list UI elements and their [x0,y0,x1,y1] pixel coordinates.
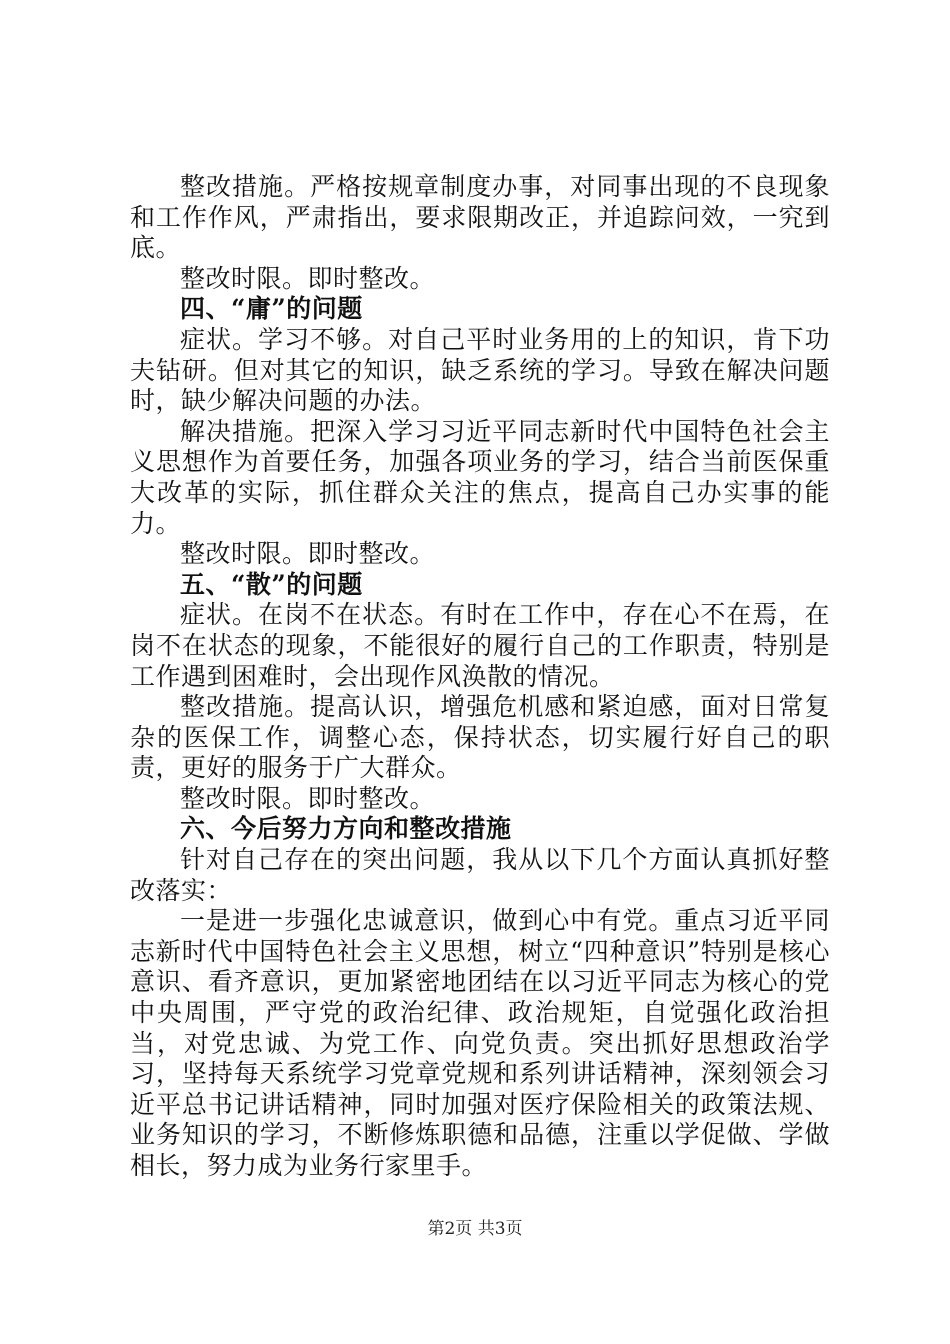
paragraph-rectification-deadline: 整改时限。即时整改。 [180,783,436,813]
paragraph-symptom: 症状。在岗不在状态。有时在工作中，存在心不在焉，在岗不在状态的现象，不能很好的履行自己的工作职责，特别是工作遇到困难时，会出现作风涣散的情况。 [130,600,830,691]
paragraph-rectification-deadline: 整改时限。即时整改。 [180,263,436,293]
paragraph-symptom: 症状。学习不够。对自己平时业务用的上的知识，肯下功夫钻研。但对其它的知识，缺乏系统的学习。导致在解决问题时，缺少解决问题的办法。 [130,324,830,416]
paragraph-rectification-measures: 整改措施。提高认识，增强危机感和紧迫感，面对日常复杂的医保工作，调整心态，保持状态，切实履行好自己的职责，更好的服务于广大群众。 [130,692,830,783]
section-heading-yong: 四、“庸”的问题 [180,294,363,324]
section-heading-san: 五、“散”的问题 [180,569,363,599]
page-number-footer: 第2页 共3页 [427,1219,523,1239]
paragraph-rectification-measures: 整改措施。严格按规章制度办事，对同事出现的不良现象和工作作风，严肃指出，要求限期改正，并追踪问效，一究到底。 [130,172,830,263]
paragraph-intro: 针对自己存在的突出问题，我从以下几个方面认真抓好整改落实： [130,845,830,905]
paragraph-rectification-deadline: 整改时限。即时整改。 [180,539,436,569]
document-body [130,172,830,1182]
paragraph-solution-measures: 解决措施。把深入学习习近平同志新时代中国特色社会主义思想作为首要任务，加强各项业务的学习，结合当前医保重大改革的实际，抓住群众关注的焦点，提高自己办实事的能力。 [130,416,830,538]
paragraph-loyalty: 一是进一步强化忠诚意识，做到心中有党。重点习近平同志新时代中国特色社会主义思想，树立“四种意识”特别是核心意识、看齐意识，更加紧密地团结在以习近平同志为核心的党中央周围，严守党的政治纪律、政治规矩，自觉强化政治担当，对党忠诚、为党工作、向党负责。突出抓好思想政治学习，坚持每天系统学习党章党规和系列讲话精神，深刻领会习近平总书记讲话精神，同时加强对医疗保险相关的政策法规、业务知识的学习，不断修炼职德和品德，注重以学促做、学做相长，努力成为业务行家里手。 [130,906,830,1180]
section-heading-future-direction: 六、今后努力方向和整改措施 [180,814,512,844]
